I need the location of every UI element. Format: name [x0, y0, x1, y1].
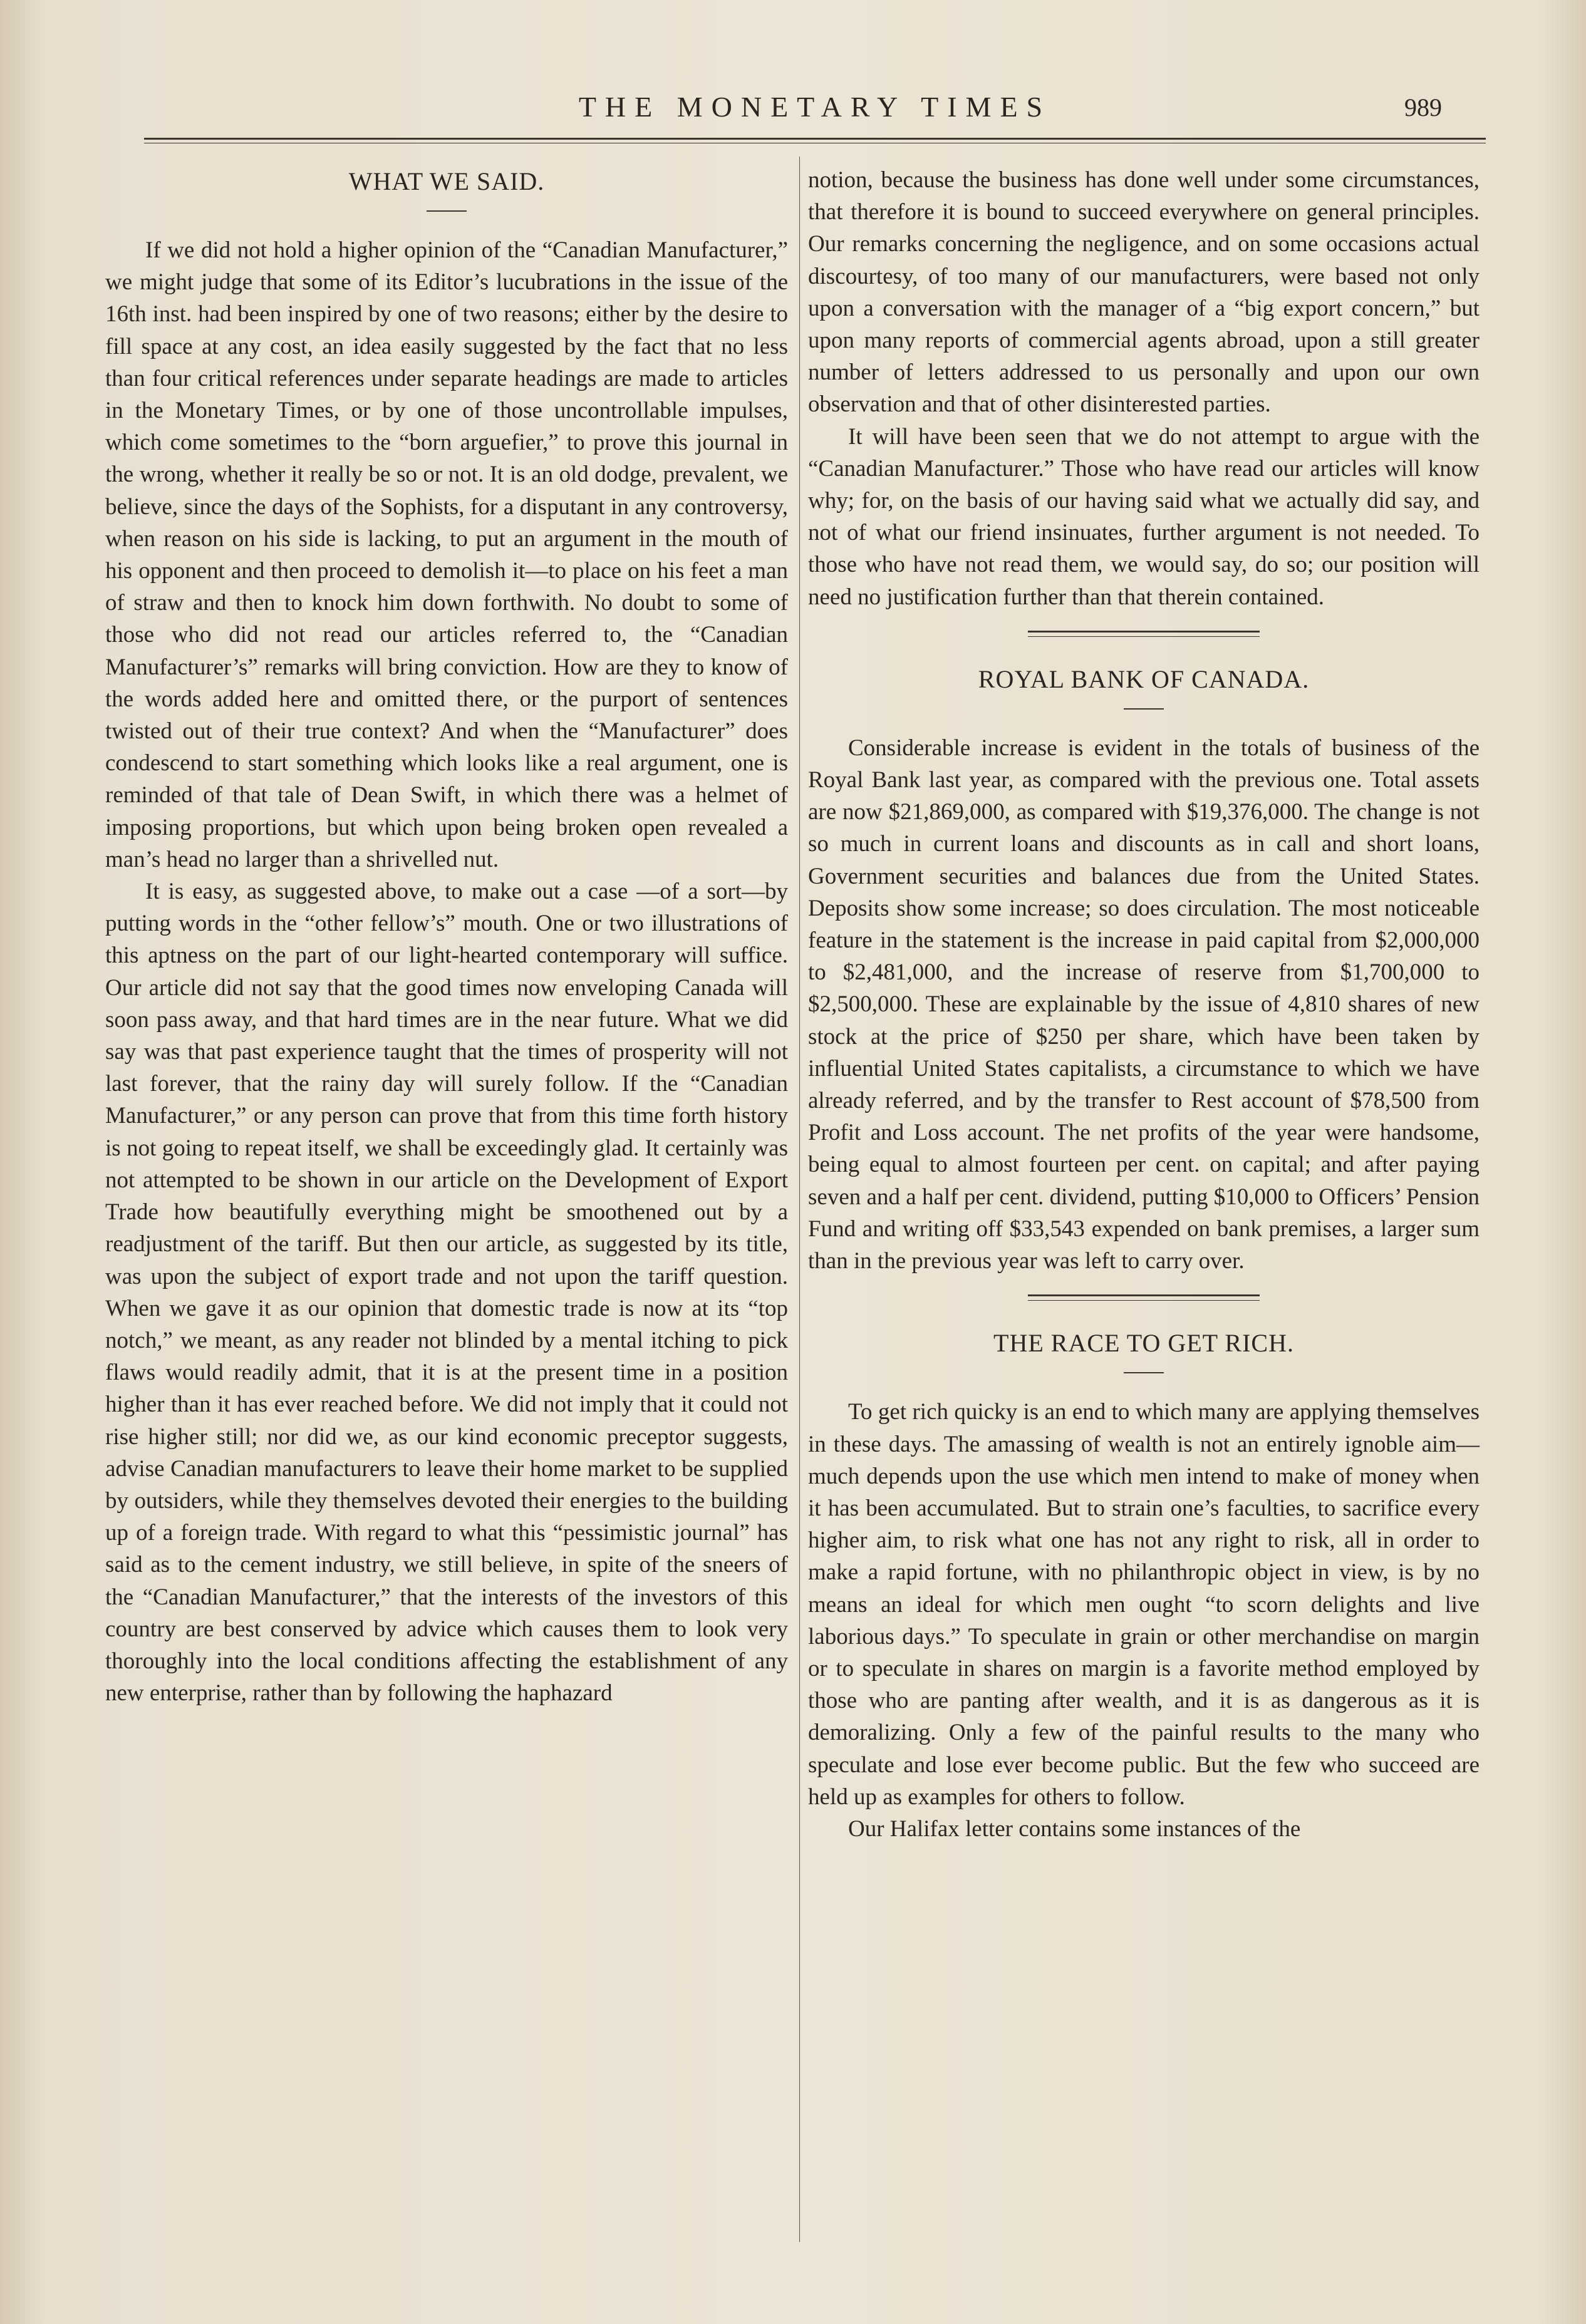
page-header [144, 81, 1486, 132]
header-double-rule [144, 138, 1486, 143]
article-title-what-we-said: WHAT WE SAID. [348, 167, 545, 195]
article-paragraph: Considerable increase is evident in the totals of business of the Royal Bank last year, as compared with the previous one. Total assets are now $21,869,000, as compared with $19,376,000. The change is not so much in current loans and discounts as in call and short loans, Government securities and balances due from the United States. Deposits show some increase; so does circulation. The most noticeable feature in the statement is the increase in paid capital from $2,000,000 to $2,481,000, and the increase of reserve from $1,700,000 to $2,500,000. These are explainable by the issue of 4,810 shares of new stock at the price of $250 per share, which have been taken by influential United States capitalists, a circumstance to which we have already referred, and by the transfer to Rest account of $78,500 from Profit and Loss account. The net profits of the year were handsome, being equal to almost fourteen per cent. on capital; and after paying seven and a half per cent. dividend, putting $10,000 to Officers’ Pension Fund and writing off $33,543 expended on bank premises, a larger sum than in the previous year was left to carry over. [808, 735, 1480, 1274]
title-rule [427, 210, 467, 212]
left-column [105, 164, 788, 1709]
section-separator [1028, 1294, 1260, 1301]
article-title-race-to-get-rich: THE RACE TO GET RICH. [993, 1329, 1294, 1358]
journal-title: THE MONETARY TIMES [578, 91, 1052, 123]
article-paragraph: To get rich quicky is an end to which many are applying themselves in these days. The amassing of wealth is not an entirely ignoble aim—much depends upon the use which men intend to make of money when it has been accumulated. But to strain one’s faculties, to sacrifice every higher aim, to risk what one has not any right to risk, all in order to make a rapid fortune, with no philanthropic object in view, is by no means an ideal for which men ought “to scorn delights and live laborious days.” To speculate in grain or other merchandise on margin or to speculate in shares on margin is a favorite method employed by those who are panting after wealth, and it is as dangerous as it is demoralizing. Only a few of the painful results to the many who speculate and lose ever become public. But the few who succeed are held up as examples for others to follow. [808, 1399, 1480, 1810]
article-paragraph: Our Halifax letter contains some instances of the [848, 1815, 1301, 1842]
article-paragraph: It is easy, as suggested above, to make out a case —of a sort—by putting words in the “other fellow’s” mouth. One or two illustrations of this aptness on the part of our light-hearted contemporary will suffice. Our article did not say that the good times now enveloping Canada will soon pass away, and that hard times are in the near future. What we did say was that past experience taught that the times of prosperity will not last forever, that the rainy day will surely follow. If the “Canadian Manufacturer,” or any person can prove that from this time forth history is not going to repeat itself, we shall be exceedingly glad. It certainly was not attempted to be shown in our article on the Development of Export Trade how beautifully everything might be smoothened out by a readjustment of the tariff. But then our article, as suggested by its title, was upon the subject of export trade and not upon the tariff question. When we gave it as our opinion that domestic trade is now at its “top notch,” we meant, as any reader not blinded by a mental itching to pick flaws would readily admit, that it is at the present time in a position higher than it has ever reached before. We did not imply that it could not rise higher still; nor did we, as our kind economic preceptor suggests, advise Canadian manufacturers to leave their home market to be supplied by outsiders, while they themselves devoted their energies to the building up of a foreign trade. With regard to what this “pessimistic journal” has said as to the cement industry, we still believe, in spite of the sneers of the “Canadian Manufacturer,” that the interests of the investors of this country are best conserved by advice which causes them to look very thoroughly into the local conditions affecting the establishment of any new enterprise, rather than by following the haphazard [105, 879, 788, 1707]
title-rule [1124, 708, 1164, 710]
article-title-royal-bank: ROYAL BANK OF CANADA. [978, 664, 1310, 693]
article-paragraph: It will have been seen that we do not attempt to argue with the “Canadian Manufacturer.” Those who have read our articles will know why; for, on the basis of our having said what we actually did say, and not of what our friend insinuates, further argument is not needed. To those who have not read them, we would say, do so; our position will need no justification further than that therein contained. [808, 423, 1480, 610]
article-paragraph-continued: notion, because the business has done well under some circumstances, that therefore it is bound to succeed everywhere on general principles. Our remarks concerning the negligence, and on some occasions actual discourtesy, of too many of our manufacturers, were based not only upon a conversation with the manager of a “big export concern,” but upon many reports of commercial agents abroad, upon a still greater number of letters addressed to us personally and upon our own observation and that of other disinterested parties. [808, 167, 1480, 418]
title-rule [1124, 1372, 1164, 1373]
article-paragraph: If we did not hold a higher opinion of the “Canadian Manufacturer,” we might judge that some of its Editor’s lucubrations in the issue of the 16th inst. had been inspired by one of two reasons; either by the desire to fill space at any cost, an idea easily suggested by the fact that no less than four critical references under separate headings are made to articles in the Monetary Times, or by one of those uncontrollable impulses, which come sometimes to the “born arguefier,” to prove this journal in the wrong, whether it really be so or not. It is an old dodge, prevalent, we believe, since the days of the Sophists, for a disputant in any controversy, when reason on his side is lacking, to put an argument in the mouth of his opponent and then proceed to demolish it—to place on his feet a man of straw and then to knock him down forthwith. No doubt to some of those who did not read our articles referred to, the “Canadian Manufacturer’s” remarks will bring conviction. How are they to know of the words added here and omitted there, or the purport of sentences twisted out of their true context? And when the “Manufacturer” does condescend to start something which looks like a real argument, one is reminded of that tale of Dean Swift, in which there was a helmet of imposing proportions, but which upon being broken open revealed a man’s head no larger than a shrivelled nut. [105, 237, 788, 872]
column-divider [799, 157, 800, 2242]
section-separator [1028, 631, 1260, 637]
page-number: 989 [1404, 93, 1442, 121]
right-column [808, 164, 1480, 1845]
